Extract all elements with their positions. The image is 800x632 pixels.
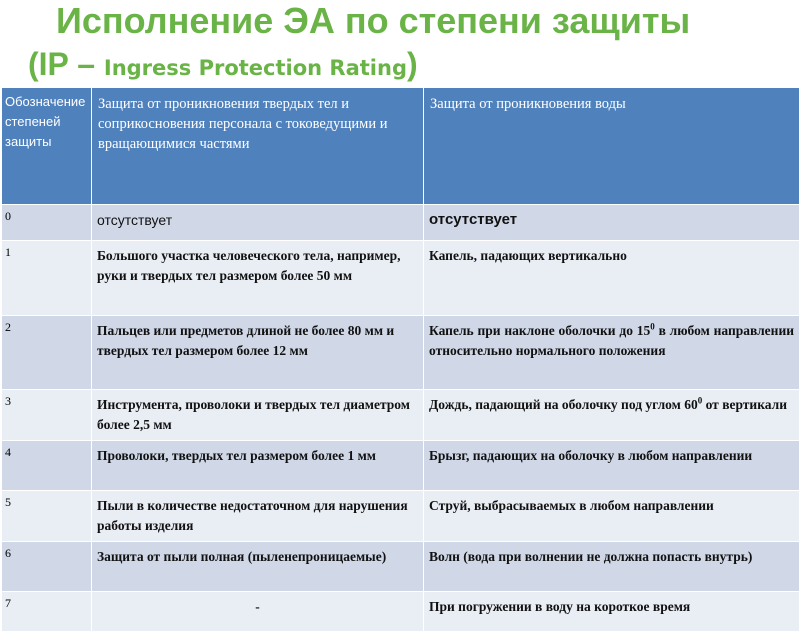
row-solid: Большого участка человеческого тела, например, руки и твердых тел размером более 50 мм (92, 241, 424, 316)
row-water: Дождь, падающий на оболочку под углом $60^0$ от вертикали (424, 390, 800, 441)
table-row (2, 491, 800, 542)
row-solid: Пыли в количестве недостаточном для нарушения работы изделия (92, 491, 424, 542)
row-solid: Пальцев или предметов длиной не более 80 мм и твердых тел размером более 12 мм (92, 316, 424, 390)
row-code: 5 (2, 491, 92, 542)
row-solid: Защита от пыли полная (пыленепроницаемые) (92, 542, 424, 592)
row-water: Брызг, падающих на оболочку в любом направлении (424, 441, 800, 491)
row-code: 6 (2, 542, 92, 592)
row-code: 7 (2, 592, 92, 632)
row-code: 3 (2, 390, 92, 441)
table-row (2, 205, 800, 241)
table-row (2, 241, 800, 316)
row-water: При погружении в воду на короткое время (424, 592, 800, 632)
header-solid-protection: Защита от проникновения твердых тел и соприкосновения персонала с токоведущими и вращающимися частями (92, 88, 424, 205)
table-row (2, 592, 800, 632)
header-designation: Обозначение степеней защиты (2, 88, 92, 205)
row-water: Струй, выбрасываемых в любом направлении (424, 491, 800, 542)
title-subtitle-english: Ingress Protection Rating (103, 56, 407, 80)
row-water: отсутствует (424, 205, 800, 241)
ip-rating-table (1, 87, 800, 632)
row-code: 1 (2, 241, 92, 316)
row-water: Волн (вода при волнении не должна попасть внутрь) (424, 542, 800, 592)
table-row (2, 316, 800, 390)
row-solid: Инструмента, проволоки и твердых тел диаметром более 2,5 мм (92, 390, 424, 441)
table-row (2, 441, 800, 491)
row-solid: Проволоки, твердых тел размером более 1 мм (92, 441, 424, 491)
row-solid: - (92, 592, 424, 632)
table-row (2, 542, 800, 592)
row-code: 2 (2, 316, 92, 390)
row-solid: отсутствует (92, 205, 424, 241)
row-water: Капель при наклоне оболочки до $15^0$ в любом направлении относительно нормального положения (424, 316, 800, 390)
row-code: 4 (2, 441, 92, 491)
row-water: Капель, падающих вертикально (424, 241, 800, 316)
table-row (2, 390, 800, 441)
header-water-protection: Защита от проникновения воды (424, 88, 800, 205)
page-title-line2: (IP – Ingress Protection Rating) (28, 46, 418, 82)
row-code: 0 (2, 205, 92, 241)
